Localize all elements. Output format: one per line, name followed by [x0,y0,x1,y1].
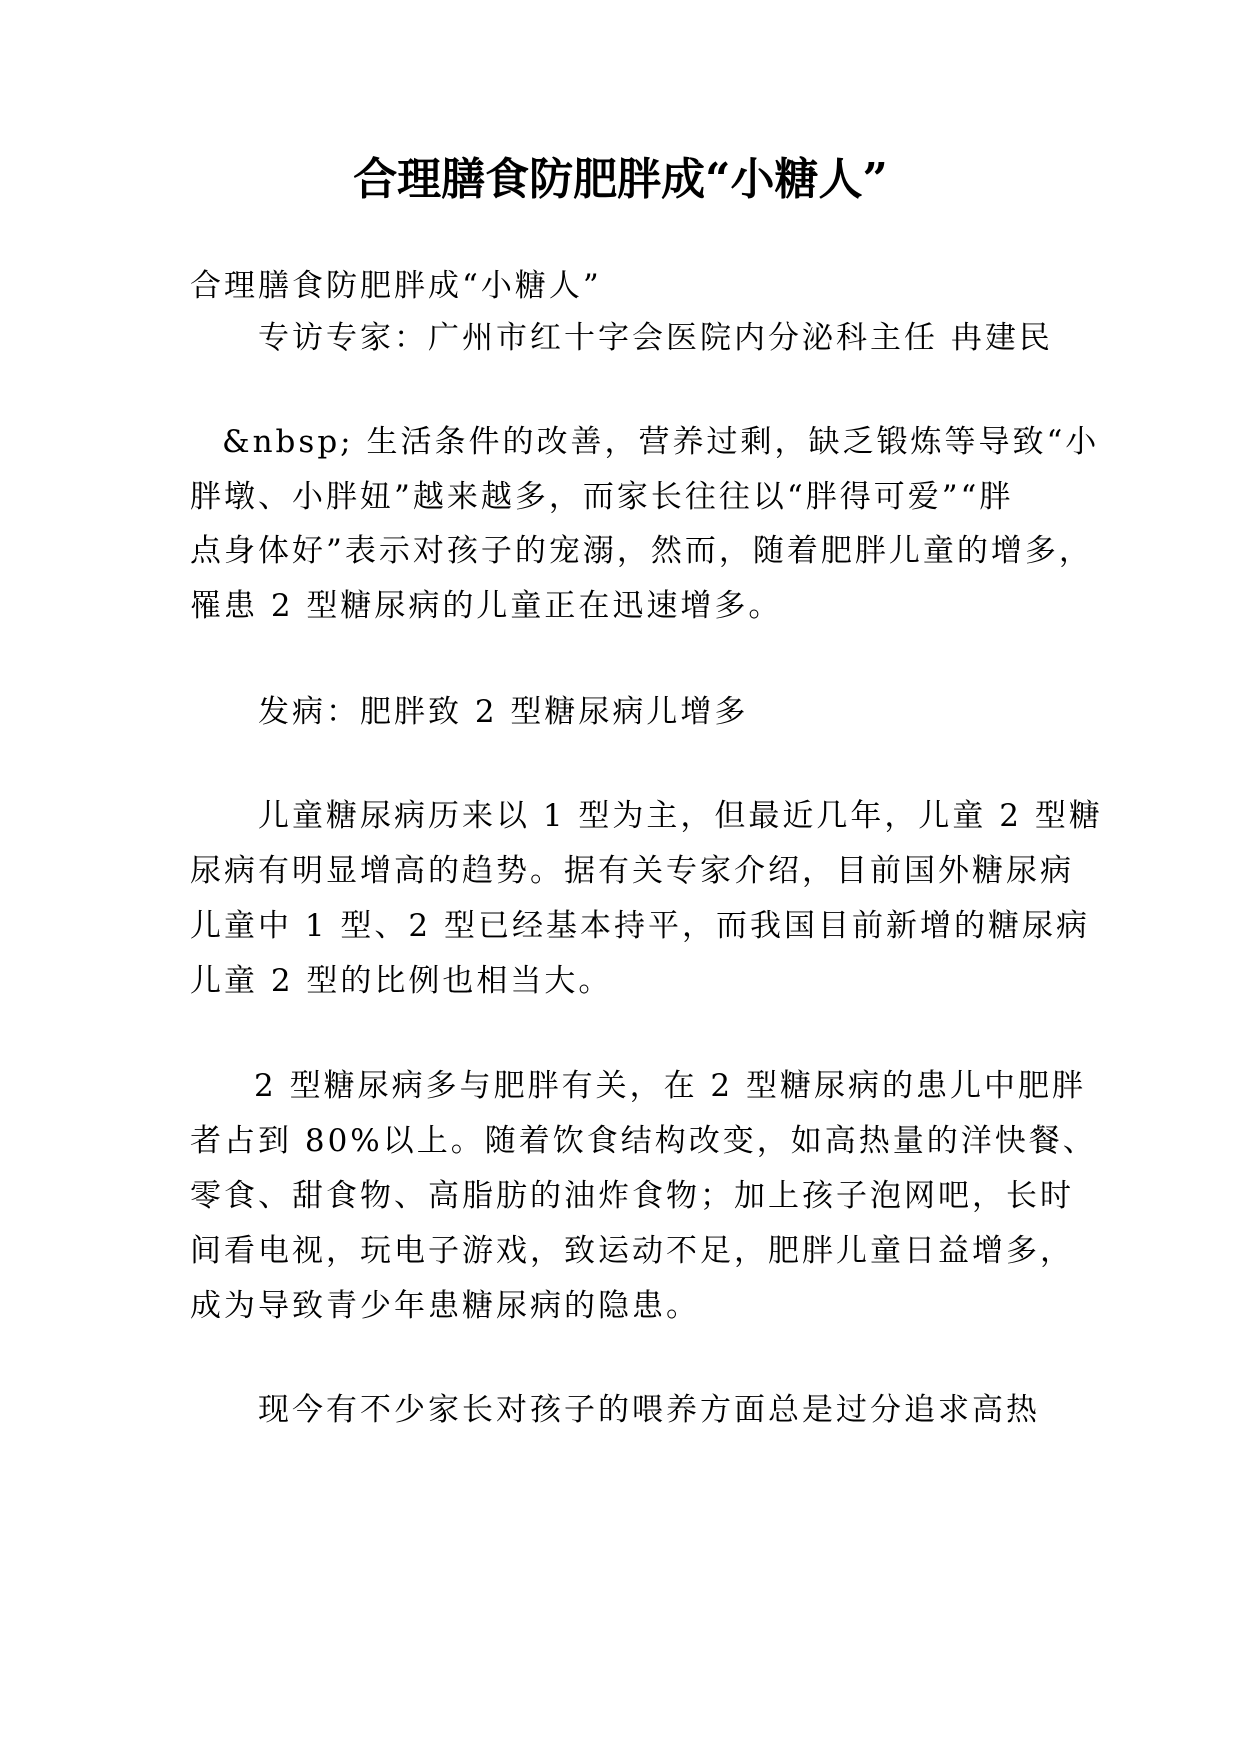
body-text-line: 尿病有明显增高的趋势。据有关专家介绍，目前国外糖尿病 [190,853,1074,889]
body-text-line: 间看电视，玩电子游戏，致运动不足，肥胖儿童日益增多， [190,1233,1074,1269]
body-text-line: 儿童中 1 型、2 型已经基本持平，而我国目前新增的糖尿病 [190,908,1091,944]
body-text-line: 儿童糖尿病历来以 1 型为主，但最近几年，儿童 2 型糖 [258,798,1103,834]
subtitle-line: 合理膳食防肥胖成“小糖人” [190,268,602,304]
body-text-line: 2 型糖尿病多与肥胖有关，在 2 型糖尿病的患儿中肥胖 [254,1068,1087,1104]
page-title: 合理膳食防肥胖成“小糖人” [353,154,888,205]
body-text-line: 儿童 2 型的比例也相当大。 [190,963,613,999]
body-text-line: 零食、甜食物、高脂肪的油炸食物；加上孩子泡网吧，长时 [190,1178,1074,1214]
body-text-line: 成为导致青少年患糖尿病的隐患。 [190,1288,700,1324]
body-text-line: 点身体好”表示对孩子的宠溺，然而，随着肥胖儿童的增多， [190,533,1093,569]
body-text-line: 胖墩、小胖妞”越来越多，而家长往往以“胖得可爱”“胖 [190,479,1014,515]
body-text-line: &nbsp; 生活条件的改善，营养过剩，缺乏锻炼等导致“小 [222,424,1100,460]
body-text-line: 罹患 2 型糖尿病的儿童正在迅速增多。 [190,588,783,624]
body-text-line: 者占到 80%以上。随着饮食结构改变，如高热量的洋快餐、 [190,1123,1097,1159]
body-text-line: 现今有不少家长对孩子的喂养方面总是过分追求高热 [258,1392,1040,1428]
interview-expert-line: 专访专家：广州市红十字会医院内分泌科主任 冉建民 [258,320,1053,356]
section-heading: 发病：肥胖致 2 型糖尿病儿增多 [258,694,749,730]
